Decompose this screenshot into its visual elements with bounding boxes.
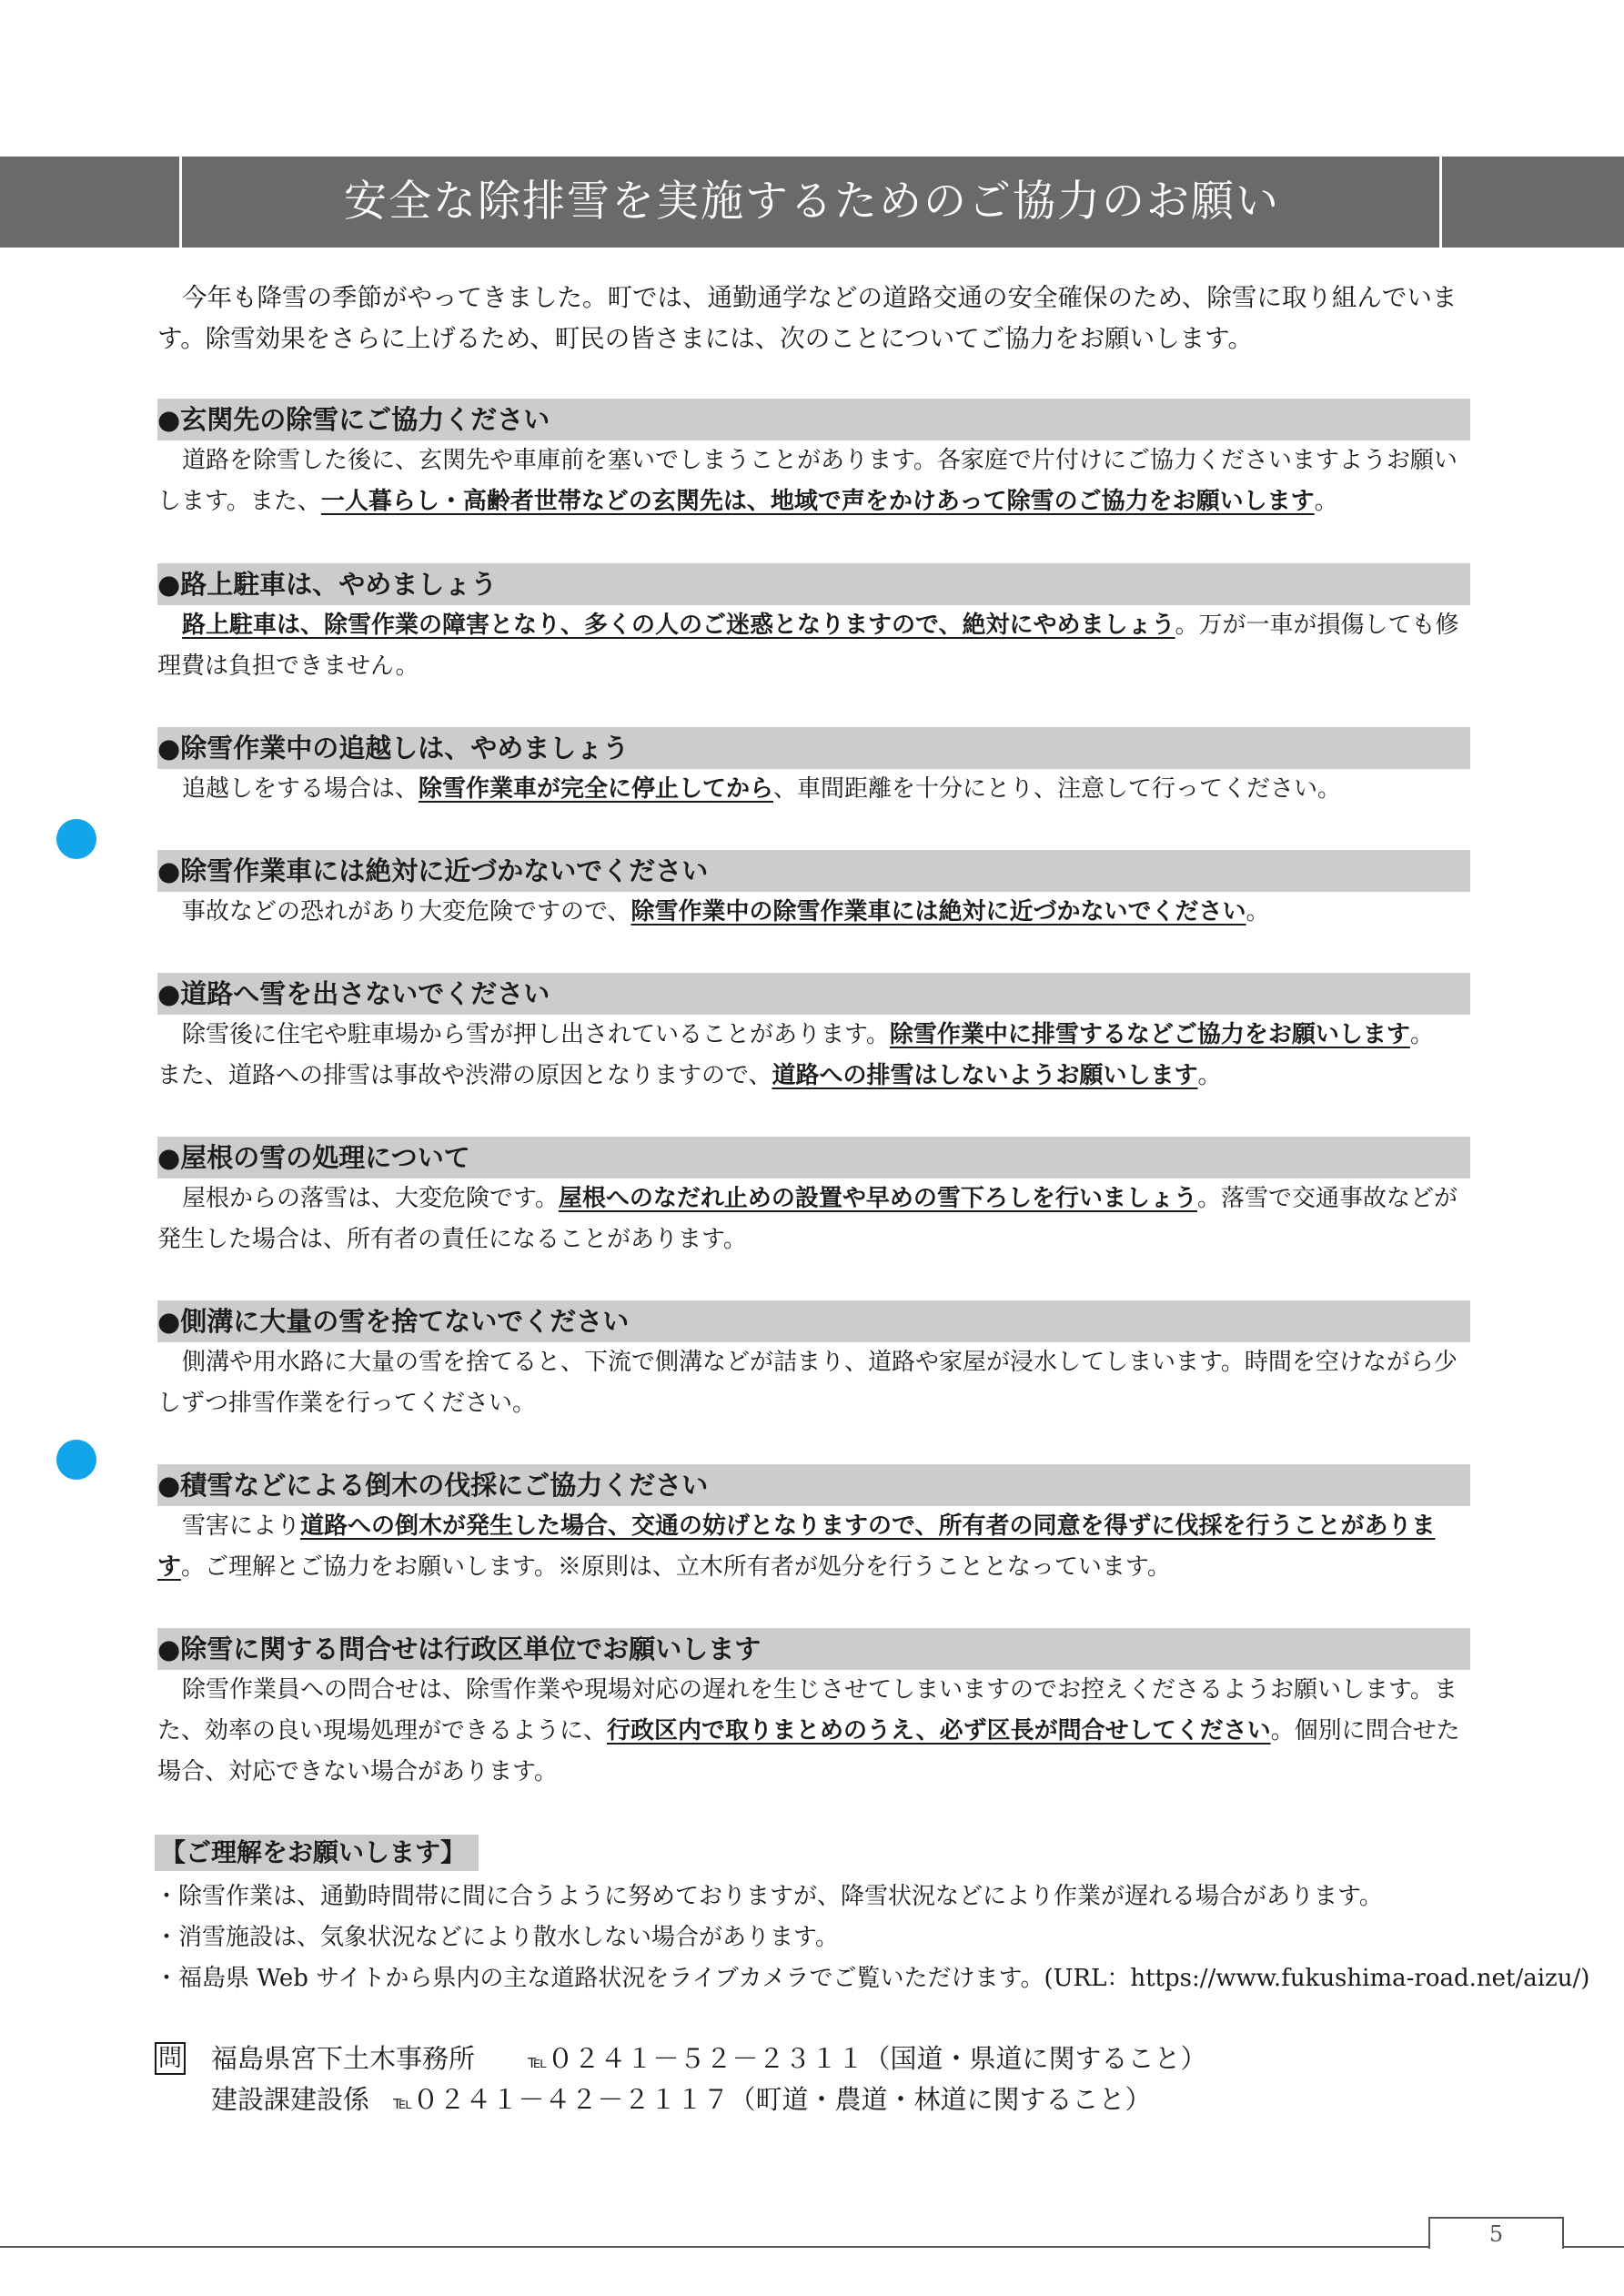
- notice-list: [155, 1876, 1590, 1999]
- notice-item: ・除雪作業は、通勤時間帯に間に合うように努めておりますが、降雪状況などにより作業が遅れる場合があります。: [155, 1883, 1383, 1910]
- section-body: [157, 892, 1470, 933]
- section-heading: ●玄関先の除雪にご協力ください: [157, 399, 1470, 440]
- section-body: [157, 1178, 1470, 1260]
- page-number: 5: [1428, 2217, 1564, 2249]
- tel-label: ℡: [393, 2091, 413, 2113]
- section-heading: ●除雪作業中の追越しは、やめましょう: [157, 727, 1470, 769]
- body-text: 。万が一車が損傷しても修理費は負担できません。: [157, 612, 1459, 680]
- emphasis-text: 屋根へのなだれ止めの設置や早めの雪下ろしを行いましょう: [558, 1185, 1197, 1212]
- body-text: 除雪作業員への問合せは、除雪作業や現場対応の遅れを生じさせてしまいますのでお控えくださるようお願いします。また、効率の良い現場処理ができるように、: [157, 1676, 1458, 1745]
- section-entrance-snow: [157, 399, 1470, 522]
- footer-rule: [0, 2246, 1624, 2248]
- section-gutter-snow: [157, 1300, 1470, 1424]
- phone-number: ０２４１－４２－２１１７（町道・農道・林道に関すること）: [412, 2084, 1152, 2115]
- section-body: [157, 769, 1470, 810]
- notice-item: ・消雪施設は、気象状況などにより散水しない場合があります。: [155, 1924, 839, 1951]
- section-heading: ●除雪作業車には絶対に近づかないでください: [157, 850, 1470, 892]
- emphasis-text: 道路への倒木が発生した場合、交通の妨げとなりますので、所有者の同意を得ずに伐採を行うことがあります: [157, 1512, 1436, 1581]
- intro-paragraph: 今年も降雪の季節がやってきました。町では、通勤通学などの道路交通の安全確保のため、除雪に取り組んでいます。除雪効果をさらに上げるため、町民の皆さまには、次のことについてご協力をお願いします。: [157, 283, 1458, 353]
- section-heading: ●道路へ雪を出さないでください: [157, 973, 1470, 1015]
- inquiry-badge: 問: [155, 2042, 186, 2075]
- body-text: 。落雪で交通事故などが発生した場合は、所有者の責任になることがあります。: [157, 1185, 1458, 1253]
- section-no-snow-on-road: [157, 973, 1470, 1097]
- body-text: 。: [1409, 1021, 1434, 1048]
- tel-label: ℡: [528, 2050, 548, 2072]
- section-inquiries: [157, 1628, 1470, 1793]
- body-text: 。個別に問合せた場合、対応できない場合があります。: [157, 1717, 1460, 1785]
- body-text: 。ご理解とご協力をお願いします。※原則は、立木所有者が処分を行うこととなっています。: [181, 1553, 1171, 1581]
- emphasis-text: 行政区内で取りまとめのうえ、必ず区長が問合せしてください: [607, 1717, 1271, 1745]
- emphasis-text: 除雪作業中に排雪するなどご協力をお願いします: [889, 1021, 1410, 1048]
- section-heading: ●積雪などによる倒木の伐採にご協力ください: [157, 1464, 1470, 1506]
- section-fallen-trees: [157, 1464, 1470, 1588]
- emphasis-text: 道路への排雪はしないようお願いします: [772, 1062, 1198, 1089]
- section-body: [157, 1506, 1470, 1588]
- office-phone: [393, 2079, 1152, 2123]
- body-text: 側溝や用水路に大量の雪を捨てると、下流で側溝などが詰まり、道路や家屋が浸水してしまいます。時間を空けながら少しずつ排雪作業を行ってください。: [157, 1349, 1458, 1417]
- blue-dot-marker: [56, 1440, 96, 1480]
- section-heading: ●路上駐車は、やめましょう: [157, 563, 1470, 605]
- body-text: 屋根からの落雪は、大変危険です。: [182, 1185, 559, 1212]
- page-title: 安全な除排雪を実施するためのご協力のお願い: [344, 177, 1280, 227]
- section-no-overtaking: [157, 727, 1470, 810]
- section-body: [157, 440, 1470, 522]
- title-banner: [0, 157, 1624, 248]
- section-heading: ●屋根の雪の処理について: [157, 1137, 1470, 1178]
- body-text: 道路を除雪した後に、玄関先や車庫前を塞いでしまうことがあります。各家庭で片付けにご協力くださいますようお願いします。また、: [157, 447, 1458, 515]
- section-heading: ●側溝に大量の雪を捨てないでください: [157, 1300, 1470, 1342]
- section-roof-snow: [157, 1137, 1470, 1260]
- emphasis-text: 一人暮らし・高齢者世帯などの玄関先は、地域で声をかけあって除雪のご協力をお願いします: [320, 488, 1315, 515]
- body-text: 。: [1197, 1062, 1222, 1089]
- body-text: 。: [1246, 898, 1270, 925]
- body-text: 事故などの恐れがあり大変危険ですので、: [182, 898, 631, 925]
- office-name: 福島県宮下土木事務所: [211, 2043, 476, 2074]
- body-text: また、道路への排雪は事故や渋滞の原因となりますので、: [157, 1062, 772, 1089]
- section-street-parking: [157, 563, 1470, 687]
- section-body: [157, 1670, 1470, 1793]
- notice-item: ・福島県 Web サイトから県内の主な道路状況をライブカメラでご覧いただけます。(URL：https://www.fukushima-road.net/aizu/): [155, 1965, 1590, 1992]
- emphasis-text: 除雪作業中の除雪作業車には絶対に近づかないでください: [630, 898, 1246, 925]
- office-name: 建設課建設係: [211, 2084, 370, 2115]
- section-heading: ●除雪に関する問合せは行政区単位でお願いします: [157, 1628, 1470, 1670]
- section-body: [157, 605, 1470, 687]
- body-text: 追越しをする場合は、: [182, 775, 419, 803]
- phone-number: ０２４１－５２－２３１１（国道・県道に関すること）: [547, 2043, 1207, 2074]
- section-keep-away: [157, 850, 1470, 933]
- body-text: 。: [1314, 488, 1338, 515]
- body-text: 、車間距離を十分にとり、注意して行ってください。: [773, 775, 1342, 803]
- notice-heading: 【ご理解をお願いします】: [155, 1835, 479, 1871]
- blue-dot-marker: [56, 819, 96, 859]
- section-body: [157, 1342, 1470, 1424]
- emphasis-text: 路上駐車は、除雪作業の障害となり、多くの人のご迷惑となりますので、絶対にやめましょう: [182, 612, 1175, 639]
- section-body: [157, 1015, 1470, 1097]
- body-text: 除雪後に住宅や駐車場から雪が押し出されていることがあります。: [182, 1021, 890, 1048]
- office-phone: [528, 2038, 1207, 2082]
- emphasis-text: 除雪作業車が完全に停止してから: [419, 775, 774, 803]
- body-text: 雪害により: [182, 1512, 301, 1540]
